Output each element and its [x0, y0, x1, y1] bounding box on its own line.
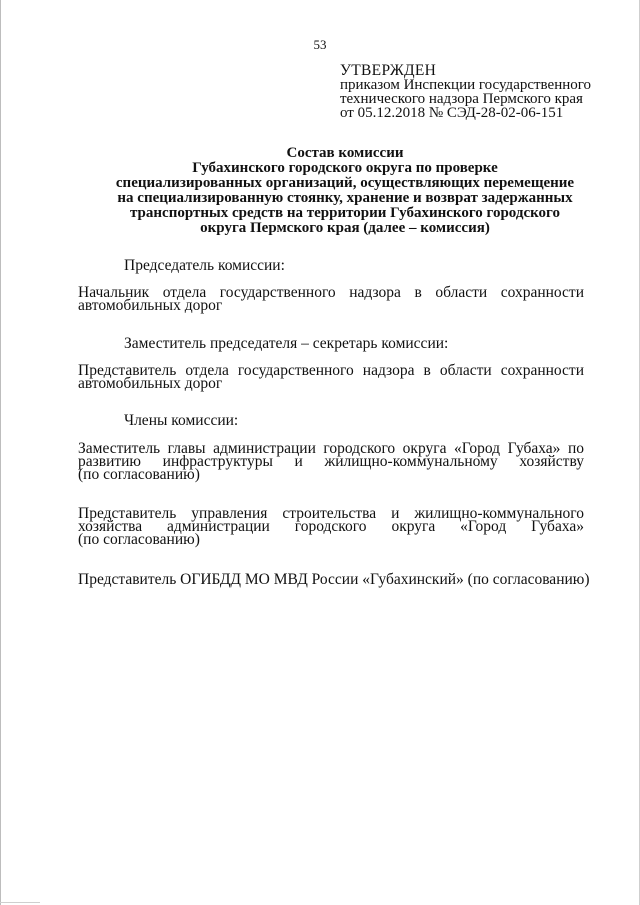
- heading-line-1: Состав комиссии: [286, 145, 404, 161]
- deputy-entry: [78, 364, 584, 390]
- chairman-label: Председатель комиссии:: [124, 257, 285, 274]
- chairman-entry-line-1: Начальник отдела государственного надзора в области сохранности: [78, 284, 584, 301]
- heading-line-3: специализированных организаций, осуществляющих перемещение: [115, 175, 575, 191]
- member-1-line-1: Заместитель главы администрации городского округа «Город Губаха» по: [78, 440, 584, 457]
- heading-line-5: транспортных средств на территории Губахинского городского: [130, 205, 560, 221]
- member-2-line-2: хозяйства администрации городского округа «Город Губаха»: [78, 518, 584, 535]
- heading-line-4: на специализированную стоянку, хранение и возврат задержанных: [117, 190, 573, 206]
- page-edge-left: [0, 0, 1, 905]
- members-label: Члены комиссии:: [124, 412, 239, 429]
- member-entry-2: [78, 507, 584, 546]
- member-entry-3: Представитель ОГИБДД МО МВД России «Губахинский» (по согласованию): [78, 571, 590, 588]
- approval-block: [340, 64, 591, 120]
- approval-line-1: приказом Инспекции государственного: [340, 77, 592, 93]
- page-number: 53: [313, 37, 327, 52]
- member-2-line-1: Представитель управления строительства и жилищно-коммунального: [78, 505, 584, 522]
- heading-line-2: Губахинского городского округа по проверке: [192, 160, 498, 176]
- member-2-line-3: (по согласованию): [78, 531, 200, 548]
- chairman-entry-line-2: автомобильных дорог: [78, 297, 223, 314]
- deputy-entry-line-2: автомобильных дорог: [78, 375, 223, 392]
- deputy-entry-line-1: Представитель отдела государственного надзора в области сохранности: [78, 362, 584, 379]
- member-1-line-2: развитию инфраструктуры и жилищно-коммунальному хозяйству: [78, 453, 584, 470]
- deputy-label: Заместитель председателя – секретарь комиссии:: [124, 335, 449, 352]
- document-heading: [90, 146, 600, 236]
- page-edge-bottom: [0, 902, 40, 903]
- member-entry-1: [78, 442, 584, 481]
- member-1-line-3: (по согласованию): [78, 466, 200, 483]
- approval-line-2: технического надзора Пермского края: [340, 91, 583, 107]
- approval-line-3: от 05.12.2018 № СЭД-28-02-06-151: [340, 105, 564, 121]
- approval-title: УТВЕРЖДЕН: [340, 62, 437, 79]
- chairman-entry: [78, 286, 584, 312]
- heading-line-6: округа Пермского края (далее – комиссия): [200, 220, 490, 236]
